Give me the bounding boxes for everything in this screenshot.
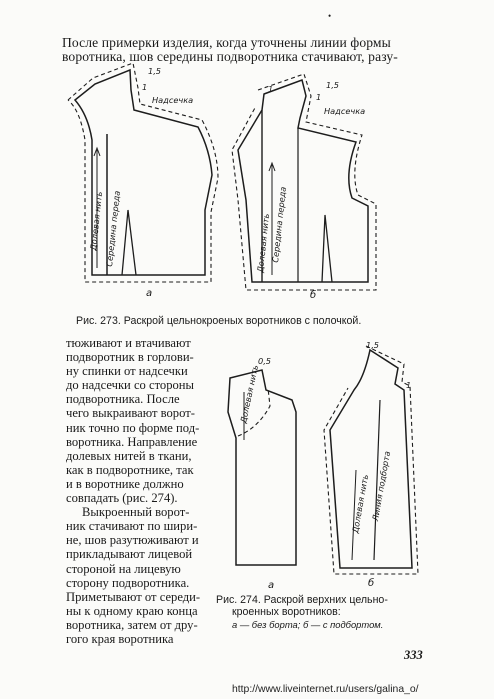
- fig274-label-facing-b: Линия подборта: [370, 450, 393, 522]
- page-number: 333: [404, 648, 423, 662]
- fig273-label-notch-a: Надсечка: [152, 95, 194, 105]
- watermark-url[interactable]: http://www.liveinternet.ru/users/galina_o/: [232, 684, 419, 695]
- body-line: и в воротнике должно: [66, 476, 184, 491]
- body-line: прикладывают лицевой: [66, 547, 193, 562]
- fig274-label-grain-b: Долевая нить: [350, 473, 371, 534]
- body-line: совпадать (рис. 274).: [66, 491, 178, 506]
- body-line: ну спинки от надсечки: [66, 364, 188, 379]
- fig274-letter-b: б: [368, 578, 375, 589]
- body-line: Приметывают от середи-: [66, 589, 201, 604]
- fig274-label-grain-a: Долевая нить: [238, 363, 261, 425]
- body-line: тюживают и втачивают: [66, 336, 191, 350]
- body-line: сторону подворотника.: [66, 575, 190, 590]
- top-mark: •: [328, 11, 332, 21]
- pattern-274b-outline: [330, 350, 412, 568]
- fig274-label-05-a: 0,5: [258, 356, 272, 366]
- intro-line-1: После примерки изделия, когда уточнены линии формы: [62, 35, 391, 50]
- fig273-caption: Рис. 273. Раскрой цельнокроеных воротников с полочкой.: [76, 315, 362, 327]
- fig273-letter-a: а: [146, 288, 153, 299]
- fig273-label-grain-a: Долевая нить: [88, 190, 105, 252]
- body-line: Выкроенный ворот-: [82, 505, 190, 520]
- body-line: ны к одному краю конца: [66, 603, 198, 618]
- body-line: подворотника. После: [66, 392, 180, 407]
- body-line: подворотник в горлови-: [66, 350, 194, 365]
- fig273-label-15-a: 1,5: [148, 66, 162, 76]
- body-line: до надсечки со стороны: [66, 378, 195, 393]
- intro-line-2: воротника, шов середины подворотника стачивают, разу-: [62, 49, 398, 64]
- fig274-caption-3: а — без борта; б — с подбортом.: [232, 619, 384, 630]
- fig274-caption-2: кроенных воротников:: [232, 606, 341, 618]
- fig273-label-15-b: 1,5: [326, 80, 340, 90]
- fig273-label-1-b2: 1: [316, 92, 322, 102]
- fig273-label-center-a: Середина переда: [104, 190, 122, 268]
- body-line: чего выкраивают ворот-: [66, 406, 195, 421]
- fig274-label-15-b: 1,5: [366, 340, 380, 350]
- fig273-label-1-a: 1: [142, 82, 148, 92]
- body-line: ник стачивают по шири-: [66, 519, 198, 534]
- pattern-274a-outline: [228, 370, 296, 565]
- fig274-label-1-b: 1: [406, 380, 412, 390]
- body-line: долевых нитей в ткани,: [66, 448, 192, 463]
- body-line: стороной на лицевую: [66, 561, 181, 576]
- fig274-letter-a: а: [268, 580, 275, 591]
- fig273-label-1-b1: 1: [268, 84, 274, 94]
- fig273-letter-b: б: [310, 290, 317, 301]
- fig273-label-center-b: Середина переда: [270, 186, 288, 264]
- fig273-label-grain-b: Долевая нить: [255, 212, 272, 274]
- body-line: воротника. Направление: [66, 434, 198, 449]
- body-line: как в подворотнике, так: [66, 462, 194, 477]
- body-line: воротника, затем от дру-: [66, 617, 198, 632]
- fig274-caption-1: Рис. 274. Раскрой верхних цельно-: [216, 594, 388, 606]
- body-line: не, шов разутюживают и: [66, 533, 199, 548]
- body-line: гого края воротника: [66, 631, 174, 646]
- fig273-label-notch-b: Надсечка: [324, 106, 366, 116]
- body-line: ник точно по форме под-: [66, 420, 200, 435]
